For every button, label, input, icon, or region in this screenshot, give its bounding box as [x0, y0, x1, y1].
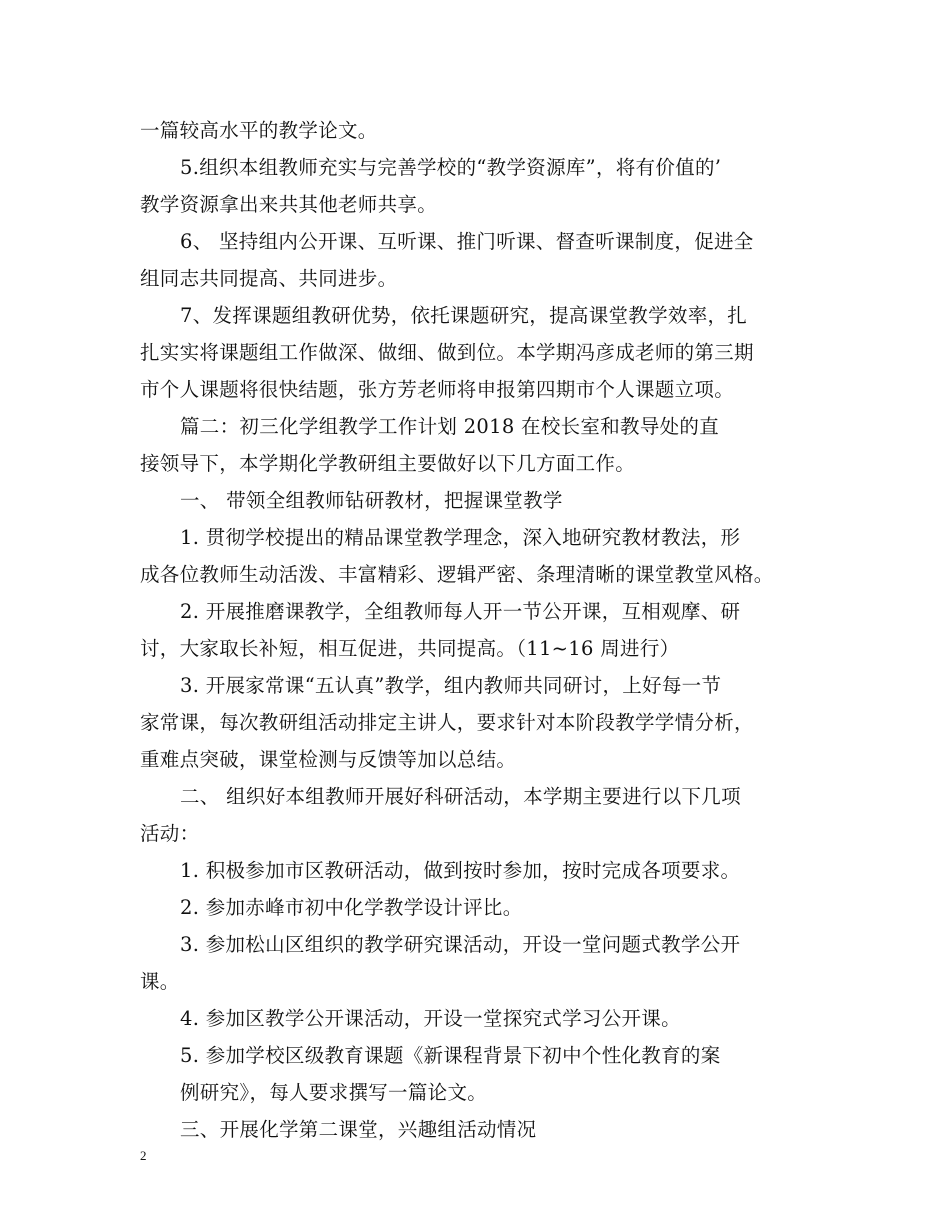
text-line: 2. 开展推磨课教学，全组教师每人开一节公开课，互相观摩、研 [180, 600, 741, 623]
text-line: 6、 坚持组内公开课、互听课、推门听课、督查听课制度，促进全 [180, 230, 754, 253]
text-line: 例研究》，每人要求撰写一篇论文。 [180, 1081, 488, 1104]
text-line: 3. 开展家常课“五认真”教学，组内教师共同研讨，上好每一节 [180, 674, 722, 697]
text-line: 1. 贯彻学校提出的精品课堂教学理念，深入地研究教材教法，形 [180, 526, 741, 549]
text-line: 三、开展化学第二课堂，兴趣组活动情况 [180, 1118, 537, 1141]
document-body [140, 112, 820, 1148]
text-line: 5.组织本组教师充实与完善学校的“教学资源库”，将有价值的’ [180, 156, 722, 179]
text-line: 一篇较高水平的教学论文。 [140, 119, 378, 142]
text-line: 篇二：初三化学组教学工作计划 2018 在校长室和教导处的直 [180, 415, 720, 438]
text-line: 1. 积极参加市区教研活动，做到按时参加，按时完成各项要求。 [180, 859, 741, 882]
text-line: 一、 带领全组教师钻研教材，把握课堂教学 [180, 489, 563, 512]
text-line: 扎实实将课题组工作做深、做细、做到位。本学期冯彦成老师的第三期 [140, 341, 754, 364]
page-number: 2 [140, 1148, 147, 1163]
text-line: 重难点突破，课堂检测与反馈等加以总结。 [140, 748, 517, 771]
text-line: 4. 参加区教学公开课活动，开设一堂探究式学习公开课。 [180, 1007, 681, 1030]
text-line: 课。 [140, 970, 180, 993]
text-line: 市个人课题将很快结题，张方芳老师将申报第四期市个人课题立项。 [140, 378, 735, 401]
text-line: 组同志共同提高、共同进步。 [140, 267, 398, 290]
text-line: 二、 组织好本组教师开展好科研活动，本学期主要进行以下几项 [180, 785, 741, 808]
text-line: 3. 参加松山区组织的教学研究课活动，开设一堂问题式教学公开 [180, 933, 741, 956]
text-line: 成各位教师生动活泼、丰富精彩、逻辑严密、条理清晰的课堂教堂风格。 [140, 563, 774, 586]
text-line: 教学资源拿出来共其他老师共享。 [140, 193, 438, 216]
text-line: 讨，大家取长补短，相互促进，共同提高。（11~16 周进行） [140, 637, 680, 660]
text-line: 7、发挥课题组教研优势，依托课题研究，提高课堂教学效率，扎 [180, 304, 748, 327]
text-line: 活动： [140, 822, 200, 845]
text-line: 接领导下，本学期化学教研组主要做好以下几方面工作。 [140, 452, 636, 475]
text-line: 2. 参加赤峰市初中化学教学设计评比。 [180, 896, 523, 919]
text-line: 5. 参加学校区级教育课题《新课程背景下初中个性化教育的案 [180, 1044, 721, 1067]
text-line: 家常课，每次教研组活动排定主讲人，要求针对本阶段教学学情分析， [140, 711, 754, 734]
